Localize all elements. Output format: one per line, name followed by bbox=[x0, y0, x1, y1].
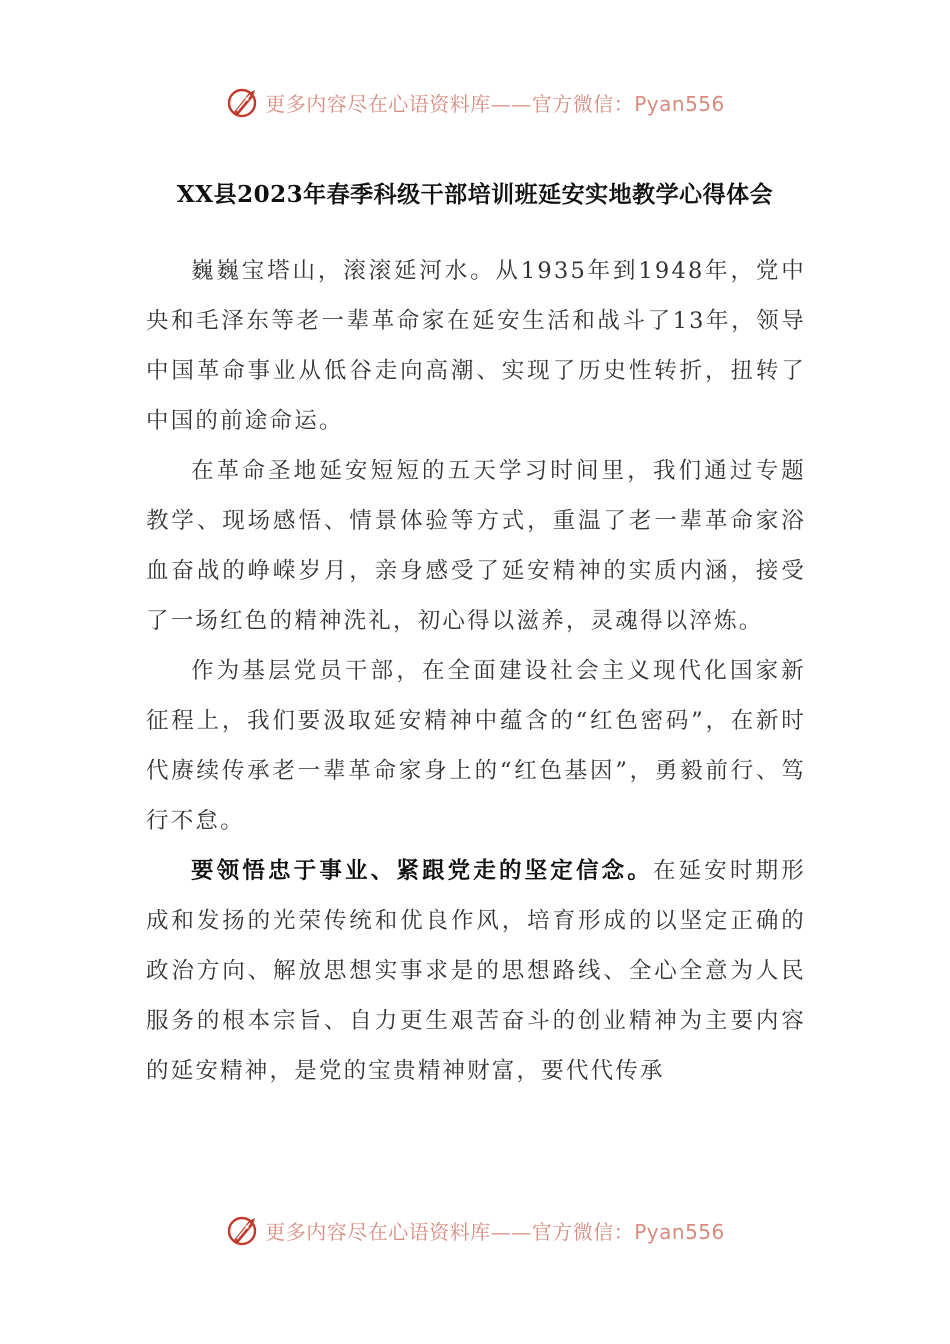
watermark-wechat-id: Pyan556 bbox=[634, 91, 725, 116]
paragraph-4 bbox=[146, 846, 806, 1096]
watermark-banner-bottom bbox=[0, 1210, 950, 1250]
paragraph-text: 作为基层党员干部，在全面建设社会主义现代化国家新征程上，我们要汲取延安精神中蕴含的“红色密码”，在新时代赓续传承老一辈革命家身上的“红色基因”，勇毅前行、笃行不怠。 bbox=[146, 658, 806, 834]
watermark-wechat-id: Pyan556 bbox=[634, 1219, 725, 1244]
paragraph-2 bbox=[146, 446, 806, 646]
paragraph-text: 在革命圣地延安短短的五天学习时间里，我们通过专题教学、现场感悟、情景体验等方式，重温了老一辈革命家浴血奋战的峥嵘岁月，亲身感受了延安精神的实质内涵，接受了一场红色的精神洗礼，初心得以滋养，灵魂得以淬炼。 bbox=[146, 458, 806, 634]
document-body bbox=[146, 246, 806, 1096]
paragraph-text: 在延安时期形成和发扬的光荣传统和优良作风，培育形成的以坚定正确的政治方向、解放思想实事求是的思想路线、全心全意为人民服务的根本宗旨、自力更生艰苦奋斗的创业精神为主要内容的延安精神，是党的宝贵精神财富，要代代传承 bbox=[146, 858, 806, 1084]
watermark-text bbox=[265, 1216, 725, 1245]
watermark-prefix: 更多内容尽在心语资料库——官方微信： bbox=[265, 1219, 635, 1244]
paragraph-3 bbox=[146, 646, 806, 846]
pen-nib-circle-icon bbox=[225, 1212, 261, 1248]
paragraph-lead: 要领悟忠于事业、紧跟党走的坚定信念。 bbox=[191, 858, 653, 884]
watermark-prefix: 更多内容尽在心语资料库——官方微信： bbox=[265, 91, 635, 116]
watermark-text bbox=[265, 88, 725, 117]
pen-nib-circle-icon bbox=[225, 84, 261, 120]
paragraph-text: 巍巍宝塔山，滚滚延河水。从1935年到1948年，党中央和毛泽东等老一辈革命家在延安生活和战斗了13年，领导中国革命事业从低谷走向高潮、实现了历史性转折，扭转了中国的前途命运。 bbox=[146, 258, 806, 434]
watermark-banner-top bbox=[0, 82, 950, 122]
paragraph-1 bbox=[146, 246, 806, 446]
document-title: XX县2023年春季科级干部培训班延安实地教学心得体会 bbox=[176, 181, 774, 208]
